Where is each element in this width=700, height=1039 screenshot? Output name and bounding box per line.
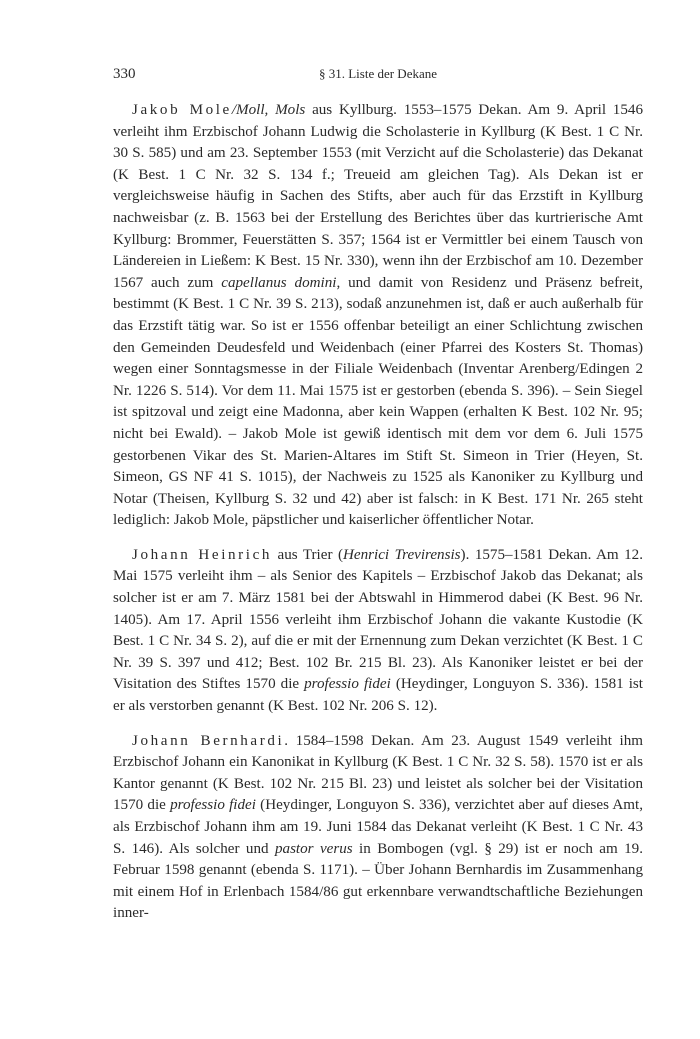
entry-segment: / <box>231 102 237 118</box>
entry-segment: . 1584–1598 Dekan. Am 23. August 1549 verleiht ihm Erzbischof Johann ein Kanonikat in Kyllburg (K Best. 1 C Nr. 32 S. 58). 1570 ist er als Kantor genannt (K Best. 102 Nr. 215 Bl. 23) und leistet als solcher bei der Visitation 1570 die <box>113 732 643 814</box>
entry-name: Johann Heinrich <box>132 546 273 563</box>
entry-name: Jakob Mole <box>132 102 232 118</box>
entry-segment-italic: pastor verus <box>274 840 353 857</box>
entry-segment: aus Kyllburg. 1553–1575 Dekan. Am 9. April 1546 verleiht ihm Erzbischof Johann Ludwig die Scholasterie in Kyllburg (K Best. 1 C Nr. 30 S. 585) und am 23. September 1553 (mit Verzicht auf die Scholasterie) das Dekanat (K Best. 1 C Nr. 32 S. 134 f.; Treueid am gleichen Tag). Als Dekan ist er vergleichsweise häufig in Sachen des Stifts, aber auch für das Erzstift in Kyllburg nachweisbar (z. B. 1563 bei der Erstellung des Berichtes über das kurtrierische Amt Kyllburg: Brommer, Feuerstätten S. 357; 1564 ist er Vermittler bei einem Tausch von Ländereien in Ließem: K Best. 15 Nr. 330), wenn ihn der Erzbischof am 10. Dezember 1567 auch zum <box>113 102 643 291</box>
entry-name: Johann Bernhardi <box>132 732 285 749</box>
entry-segment: ). 1575–1581 Dekan. Am 12. Mai 1575 verleiht ihm – als Senior des Kapitels – Erzbischof Jakob das Dekanat; als solcher ist er am 7. März 1581 bei der Abtswahl in Himmerod dabei (K Best. 96 Nr. 1405). Am 17. April 1556 verleiht ihm Erzbischof Johann die vakante Kustodie (K Best. 1 C Nr. 34 S. 2), auf die er mit der Ernennung zum Dekan verzichtet (K Best. 1 C Nr. 39 S. 397 und 412; Best. 102 Br. 215 Bl. 23). Als Kanoniker leistet er bei der Visitation des Stiftes 1570 die <box>113 546 644 693</box>
entry-segment-italic: Moll, Mols <box>236 102 306 118</box>
running-title: § 31. Liste der Dekane <box>318 66 438 81</box>
entry-segment: in Bombogen (vgl. § 29) ist er noch am 19. Februar 1598 genannt (ebenda S. 1171). – Über Johann Bernhardis im Zusammenhang mit einem Hof in Erlenbach 1584/86 gut erkennbare verwandtschaftliche Beziehungen inner- <box>113 840 644 922</box>
body-text <box>113 100 643 938</box>
running-head <box>113 64 643 84</box>
entry-segment-italic: professio fidei <box>304 676 391 693</box>
entry-segment: (Heydinger, Longuyon S. 336), verzichtet aber auf dieses Amt, als Erzbischof Johann ihm am 19. Juni 1584 das Dekanat verleiht (K Best. 1 C Nr. 43 S. 146). Als solcher und <box>113 797 643 857</box>
entry-segment: aus Trier ( <box>272 546 343 563</box>
entry-jakob-mole <box>113 100 643 532</box>
entry-segment-italic: Henrici Trevirensis <box>342 546 461 563</box>
page-number: 330 <box>113 66 136 82</box>
entry-johann-heinrich <box>113 545 643 718</box>
entry-segment: (Heydinger, Longuyon S. 336). 1581 ist er als verstorben genannt (K Best. 102 Nr. 206 S. 12). <box>113 676 643 715</box>
entry-segment: , und damit von Residenz und Präsenz befreit, bestimmt (K Best. 1 C Nr. 39 S. 213), sodaß anzunehmen ist, daß er auch außerhalb für das Erzstift tätig war. So ist er 1556 offenbar beteiligt an einer Schlichtung zwischen den Gemeinden Deudesfeld und Weidenbach (einer Pfarrei des Kosters St. Thomas) wegen einer Sonntagsmesse in der Filiale Weidenbach (Inventar Arenberg/Edingen 2 Nr. 1226 S. 514). Vor dem 11. Mai 1575 ist er gestorben (ebenda S. 396). – Sein Siegel ist spitzoval und zeigt eine Madonna, aber kein Wappen (erhalten K Best. 102 Nr. 95; nicht bei Ewald). – Jakob Mole ist gewiß identisch mit dem vor dem 6. Juli 1575 gestorbenen Vikar des St. Marien-Altares im Stift St. Simeon in Trier (Heyen, St. Simeon, GS NF 41 S. 1015), der Nachweis zu 1525 als Kanoniker zu Kyllburg und Notar (Theisen, Kyllburg S. 32 und 42) aber ist falsch: in K Best. 171 Nr. 265 steht lediglich: Jakob Mole, päpstlicher und kaiserlicher öffentlicher Notar. <box>113 274 643 529</box>
entry-segment-italic: professio fidei <box>170 797 256 814</box>
entry-johann-bernhardi <box>113 731 643 925</box>
entry-segment-italic: capellanus domini <box>221 274 337 291</box>
